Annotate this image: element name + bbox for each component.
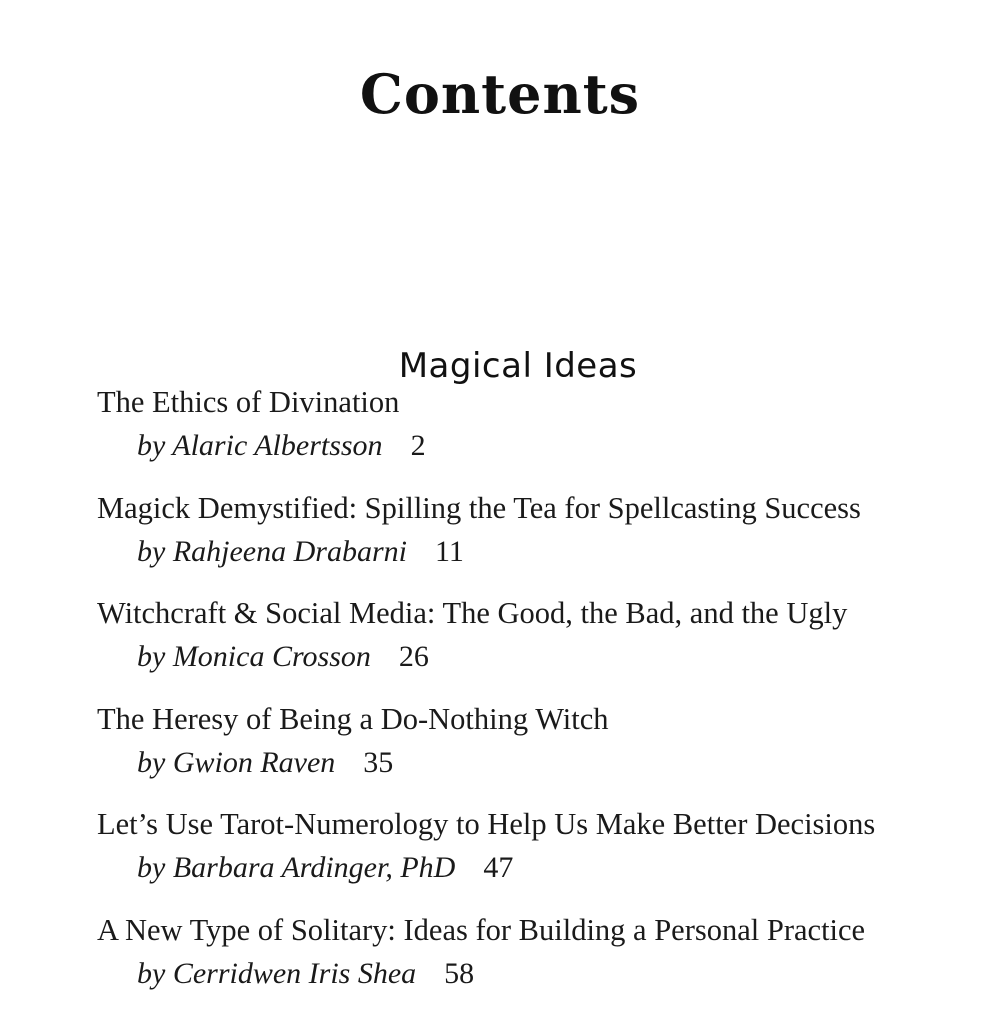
toc-entry [97, 591, 977, 697]
entry-author: by Barbara Ardinger, PhD [137, 851, 455, 884]
entry-byline [97, 635, 977, 679]
entry-title: A New Type of Solitary: Ideas for Building a Personal Practice [97, 908, 977, 952]
entry-page-number: 2 [411, 429, 426, 462]
page-title: Contents [0, 58, 1000, 130]
section-title: Magical Ideas [0, 340, 1000, 392]
entry-byline [97, 741, 977, 785]
entry-page-number: 47 [483, 851, 513, 884]
entry-page-number: 58 [444, 957, 474, 990]
toc-entry [97, 802, 977, 908]
toc-list [97, 380, 977, 1013]
entry-byline [97, 846, 977, 890]
toc-entry [97, 697, 977, 803]
toc-entry [97, 486, 977, 592]
entry-byline [97, 424, 977, 468]
entry-title: Let’s Use Tarot-Numerology to Help Us Make Better Decisions [97, 802, 977, 846]
entry-title: The Heresy of Being a Do-Nothing Witch [97, 697, 977, 741]
entry-author: by Gwion Raven [137, 746, 335, 779]
entry-byline [97, 952, 977, 996]
entry-byline [97, 530, 977, 574]
entry-page-number: 26 [399, 640, 429, 673]
entry-author: by Alaric Albertsson [137, 429, 383, 462]
toc-entry [97, 380, 977, 486]
entry-title: Witchcraft & Social Media: The Good, the Bad, and the Ugly [97, 591, 977, 635]
entry-page-number: 11 [435, 535, 464, 568]
toc-entry [97, 908, 977, 1013]
entry-title: Magick Demystified: Spilling the Tea for Spellcasting Success [97, 486, 977, 530]
entry-title: The Ethics of Divination [97, 380, 977, 424]
entry-author: by Monica Crosson [137, 640, 371, 673]
entry-author: by Cerridwen Iris Shea [137, 957, 416, 990]
entry-page-number: 35 [363, 746, 393, 779]
entry-author: by Rahjeena Drabarni [137, 535, 407, 568]
